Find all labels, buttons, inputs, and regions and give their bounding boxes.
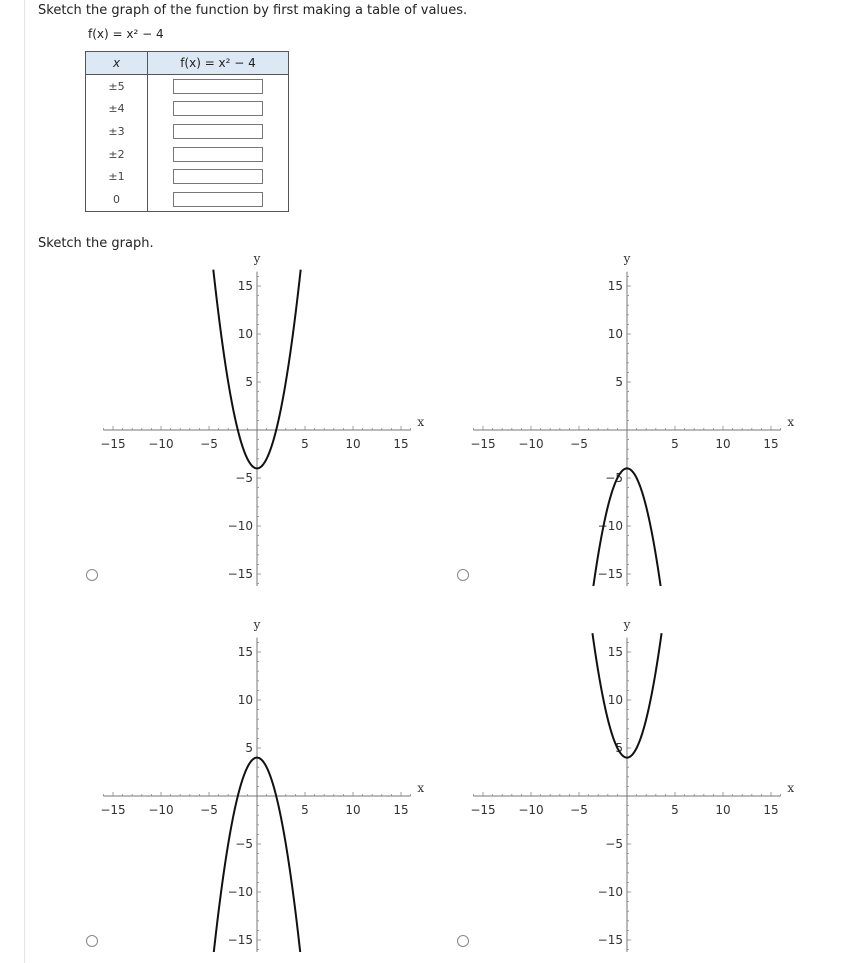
- answer-input[interactable]: [173, 192, 263, 207]
- x-tick-label: −5: [200, 437, 218, 451]
- x-tick-label: −15: [470, 803, 496, 817]
- y-tick-label: −10: [227, 519, 253, 533]
- y-tick-label: 15: [237, 645, 253, 659]
- y-tick-label: 5: [615, 375, 623, 389]
- x-axis-label: x: [417, 781, 425, 795]
- y-tick-label: −10: [227, 885, 253, 899]
- x-tick-label: −5: [570, 437, 588, 451]
- answer-input[interactable]: [173, 124, 263, 139]
- y-tick-label: 15: [237, 279, 253, 293]
- x-axis-label: x: [417, 415, 425, 429]
- function-label: f(x) = x² − 4: [88, 27, 164, 41]
- table-row: [86, 75, 289, 98]
- x-tick-label: −15: [100, 803, 126, 817]
- x-tick-label: 15: [763, 437, 779, 451]
- page-left-border: [24, 0, 25, 963]
- graph-option-a: [95, 256, 430, 586]
- y-tick-label: 15: [607, 645, 623, 659]
- x-tick-label: 15: [393, 437, 409, 451]
- x-value: 0: [86, 188, 148, 211]
- x-tick-label: −5: [200, 803, 218, 817]
- y-tick-label: 10: [607, 693, 623, 707]
- y-axis-label: y: [623, 622, 631, 632]
- x-tick-label: −5: [570, 803, 588, 817]
- x-tick-label: −10: [518, 437, 544, 451]
- y-tick-label: −5: [605, 471, 623, 485]
- x-tick-label: 10: [715, 437, 731, 451]
- x-axis-label: x: [787, 781, 795, 795]
- x-value: ±5: [86, 75, 148, 98]
- y-tick-label: −15: [227, 567, 253, 581]
- y-axis-label: y: [623, 256, 631, 266]
- x-value: ±4: [86, 98, 148, 121]
- y-tick-label: −5: [235, 837, 253, 851]
- graph-option-d: [465, 622, 800, 952]
- y-tick-label: 5: [615, 741, 623, 755]
- y-tick-label: 5: [245, 375, 253, 389]
- answer-input[interactable]: [173, 169, 263, 184]
- y-tick-label: −5: [235, 471, 253, 485]
- x-value: ±3: [86, 120, 148, 143]
- y-tick-label: −10: [597, 519, 623, 533]
- answer-input[interactable]: [173, 101, 263, 116]
- x-axis-label: x: [787, 415, 795, 429]
- x-tick-label: −10: [148, 437, 174, 451]
- x-tick-label: −15: [470, 437, 496, 451]
- x-tick-label: 10: [345, 803, 361, 817]
- y-tick-label: −15: [597, 567, 623, 581]
- y-tick-label: 15: [607, 279, 623, 293]
- y-tick-label: 5: [245, 741, 253, 755]
- x-tick-label: 5: [671, 437, 679, 451]
- instruction-text: Sketch the graph of the function by first making a table of values.: [38, 3, 468, 18]
- table-row: [86, 188, 289, 211]
- y-tick-label: 10: [237, 327, 253, 341]
- x-tick-label: −10: [148, 803, 174, 817]
- x-tick-label: 15: [393, 803, 409, 817]
- x-tick-label: 5: [301, 437, 309, 451]
- x-tick-label: 5: [671, 803, 679, 817]
- y-axis-label: y: [253, 622, 261, 632]
- header-fx: f(x) = x² − 4: [148, 52, 289, 75]
- x-tick-label: 5: [301, 803, 309, 817]
- sketch-label: Sketch the graph.: [38, 236, 154, 251]
- graph-option-c: [95, 622, 430, 952]
- table-row: [86, 143, 289, 166]
- x-value: ±2: [86, 143, 148, 166]
- radio-option-a[interactable]: [86, 569, 98, 581]
- x-tick-label: 10: [345, 437, 361, 451]
- x-tick-label: −10: [518, 803, 544, 817]
- x-value: ±1: [86, 165, 148, 188]
- x-tick-label: −15: [100, 437, 126, 451]
- y-tick-label: −5: [605, 837, 623, 851]
- answer-input[interactable]: [173, 147, 263, 162]
- values-table: [85, 51, 289, 212]
- radio-option-b[interactable]: [457, 569, 469, 581]
- x-tick-label: 15: [763, 803, 779, 817]
- y-tick-label: 10: [237, 693, 253, 707]
- header-x: x: [86, 52, 148, 75]
- y-tick-label: −15: [227, 933, 253, 947]
- y-tick-label: 10: [607, 327, 623, 341]
- table-row: [86, 165, 289, 188]
- answer-input[interactable]: [173, 79, 263, 94]
- radio-option-d[interactable]: [457, 935, 469, 947]
- y-tick-label: −15: [597, 933, 623, 947]
- graph-option-b: [465, 256, 800, 586]
- x-tick-label: 10: [715, 803, 731, 817]
- y-tick-label: −10: [597, 885, 623, 899]
- y-axis-label: y: [253, 256, 261, 266]
- table-row: [86, 120, 289, 143]
- radio-option-c[interactable]: [86, 935, 98, 947]
- table-row: [86, 98, 289, 121]
